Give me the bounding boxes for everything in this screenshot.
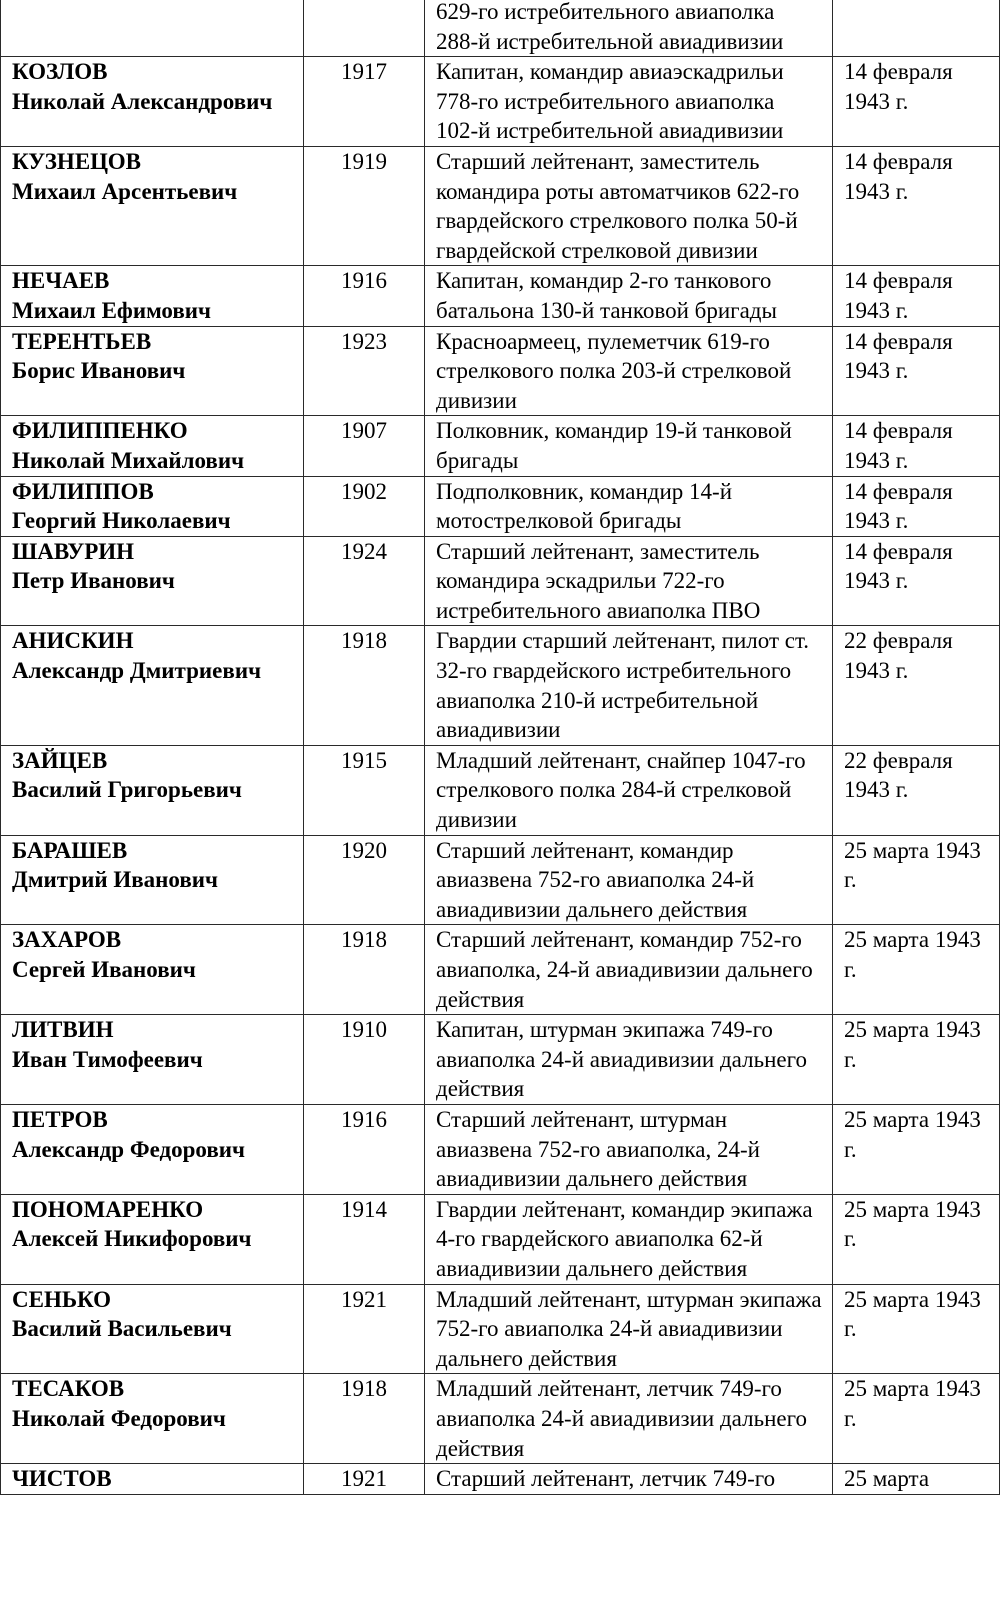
table-row <box>1 1284 1000 1374</box>
rank-position-text: 629-го истребительного авиаполка 288-й истребительной авиадивизии <box>436 0 784 54</box>
rank-position-text: Красноармеец, пулеметчик 619-го стрелкового полка 203-й стрелковой дивизии <box>436 328 792 413</box>
award-date-cell: 25 марта 1943 г. <box>833 1015 1000 1105</box>
given-names: Дмитрий Иванович <box>12 867 219 893</box>
award-date-cell: 25 марта 1943 г. <box>833 835 1000 925</box>
name-cell <box>1 1374 304 1464</box>
birth-year-cell: 1915 <box>304 745 425 835</box>
name-cell <box>1 536 304 626</box>
table-row <box>1 1464 1000 1495</box>
rank-position-text: Капитан, штурман экипажа 749-го авиаполка 24-й авиадивизии дальнего действия <box>436 1017 807 1102</box>
name-cell <box>1 476 304 536</box>
award-date-cell: 14 февраля 1943 г. <box>833 57 1000 147</box>
table-row <box>1 536 1000 626</box>
surname: КУЗНЕЦОВ <box>12 148 141 174</box>
given-names: Александр Федорович <box>12 1136 245 1162</box>
rank-position-cell <box>425 1194 833 1284</box>
table-row <box>1 476 1000 536</box>
rank-position-text: Младший лейтенант, снайпер 1047-го стрелкового полка 284-й стрелковой дивизии <box>436 747 806 833</box>
table-row <box>1 1104 1000 1194</box>
birth-year-cell: 1920 <box>304 835 425 925</box>
table-row <box>1 326 1000 416</box>
birth-year-cell: 1916 <box>304 266 425 326</box>
given-names: Василий Григорьевич <box>12 777 242 803</box>
given-names: Николай Александрович <box>12 88 273 114</box>
table-row <box>1 1194 1000 1284</box>
rank-position-text: Гвардии лейтенант, командир экипажа 4-го гвардейского авиаполка 62-й авиадивизии дальнего действия <box>436 1196 813 1281</box>
birth-year-cell: 1924 <box>304 536 425 626</box>
name-cell <box>1 0 304 57</box>
name-cell <box>1 745 304 835</box>
rank-position-text: Гвардии старший лейтенант, пилот ст. 32-го гвардейского истребительного авиаполка 210-й истребительной авиадивизии <box>436 628 810 743</box>
name-cell <box>1 835 304 925</box>
table-row <box>1 835 1000 925</box>
surname: ЛИТВИН <box>12 1017 114 1043</box>
award-date-cell: 25 марта 1943 г. <box>833 1194 1000 1284</box>
surname: БАРАШЕВ <box>12 837 128 863</box>
given-names: Алексей Никифорович <box>12 1226 252 1252</box>
birth-year-cell: 1916 <box>304 1104 425 1194</box>
table-row <box>1 57 1000 147</box>
rank-position-text: Старший лейтенант, летчик 749-го <box>436 1466 776 1492</box>
rank-position-text: Младший лейтенант, штурман экипажа 752-го авиаполка 24-й авиадивизии дальнего действия <box>436 1286 822 1371</box>
birth-year-cell: 1914 <box>304 1194 425 1284</box>
rank-position-cell <box>425 0 833 57</box>
birth-year-cell: 1923 <box>304 326 425 416</box>
name-cell <box>1 266 304 326</box>
surname: СЕНЬКО <box>12 1286 112 1312</box>
rank-position-cell <box>425 1464 833 1495</box>
rank-position-cell <box>425 416 833 476</box>
award-date-cell: 25 марта <box>833 1464 1000 1495</box>
rank-position-text: Старший лейтенант, командир 752-го авиаполка, 24-й авиадивизии дальнего действия <box>436 927 813 1012</box>
rank-position-cell <box>425 536 833 626</box>
award-date-cell: 22 февраля 1943 г. <box>833 626 1000 745</box>
name-cell <box>1 416 304 476</box>
surname: ТЕРЕНТЬЕВ <box>12 328 152 354</box>
name-cell <box>1 57 304 147</box>
rank-position-cell <box>425 1104 833 1194</box>
surname: ПОНОМАРЕНКО <box>12 1196 204 1222</box>
birth-year-cell: 1919 <box>304 146 425 265</box>
given-names: Николай Федорович <box>12 1405 226 1431</box>
given-names: Петр Иванович <box>12 568 175 594</box>
table-row <box>1 626 1000 745</box>
given-names: Сергей Иванович <box>12 957 196 982</box>
surname: ЗАЙЦЕВ <box>12 747 108 773</box>
rank-position-cell <box>425 1284 833 1374</box>
table-row <box>1 1015 1000 1105</box>
rank-position-cell <box>425 266 833 326</box>
name-cell <box>1 626 304 745</box>
name-cell <box>1 1464 304 1495</box>
birth-year-cell: 1918 <box>304 626 425 745</box>
rank-position-cell <box>425 835 833 925</box>
rank-position-text: Полковник, командир 19-й танковой бригады <box>436 418 792 473</box>
rank-position-text: Капитан, командир 2-го танкового батальона 130-й танковой бригады <box>436 268 777 323</box>
birth-year-cell: 1918 <box>304 925 425 1015</box>
rank-position-cell <box>425 1015 833 1105</box>
awards-table-body <box>1 0 1000 1494</box>
award-date-cell: 25 марта 1943 г. <box>833 1104 1000 1194</box>
surname: ТЕСАКОВ <box>12 1376 125 1402</box>
birth-year-cell: 1921 <box>304 1464 425 1495</box>
award-date-cell: 14 февраля 1943 г. <box>833 266 1000 326</box>
table-row <box>1 416 1000 476</box>
rank-position-text: Старший лейтенант, заместитель командира роты автоматчиков 622-го гвардейского стрелкового полка 50-й гвардейской стрелковой дивизии <box>436 148 800 263</box>
birth-year-cell: 1917 <box>304 57 425 147</box>
rank-position-text: Старший лейтенант, командир авиазвена 752-го авиаполка 24-й авиадивизии дальнего действия <box>436 837 755 922</box>
award-date-cell: 14 февраля 1943 г. <box>833 536 1000 626</box>
rank-position-cell <box>425 745 833 835</box>
name-cell <box>1 1015 304 1105</box>
award-date-cell: 25 марта 1943 г. <box>833 1374 1000 1464</box>
given-names: Георгий Николаевич <box>12 508 231 534</box>
surname: ЗАХАРОВ <box>12 927 122 953</box>
name-cell <box>1 1104 304 1194</box>
rank-position-cell <box>425 1374 833 1464</box>
birth-year-cell: 1910 <box>304 1015 425 1105</box>
name-cell <box>1 1284 304 1374</box>
name-cell <box>1 1194 304 1284</box>
birth-year-cell: 1921 <box>304 1284 425 1374</box>
award-date-cell: 14 февраля 1943 г. <box>833 146 1000 265</box>
birth-year-cell: 1902 <box>304 476 425 536</box>
surname: ФИЛИППЕНКО <box>12 418 188 444</box>
rank-position-cell <box>425 146 833 265</box>
rank-position-text: Старший лейтенант, заместитель командира эскадрильи 722-го истребительного авиаполка ПВО <box>436 538 761 623</box>
table-row <box>1 1374 1000 1464</box>
surname: ЧИСТОВ <box>12 1466 112 1492</box>
award-date-cell: 25 марта 1943 г. <box>833 925 1000 1015</box>
given-names: Николай Михайлович <box>12 447 245 473</box>
birth-year-cell: 1907 <box>304 416 425 476</box>
given-names: Михаил Арсентьевич <box>12 178 238 204</box>
table-row <box>1 925 1000 1015</box>
award-date-cell: 14 февраля 1943 г. <box>833 326 1000 416</box>
table-row <box>1 146 1000 265</box>
given-names: Василий Васильевич <box>12 1316 232 1342</box>
rank-position-text: Капитан, командир авиаэскадрильи 778-го истребительного авиаполка 102-й истребительной авиадивизии <box>436 59 784 144</box>
rank-position-text: Подполковник, командир 14-й мотострелковой бригады <box>436 478 733 534</box>
award-date-cell: 25 марта 1943 г. <box>833 1284 1000 1374</box>
given-names: Михаил Ефимович <box>12 297 212 323</box>
given-names: Александр Дмитриевич <box>12 658 262 684</box>
surname: НЕЧАЕВ <box>12 268 110 294</box>
rank-position-text: Старший лейтенант, штурман авиазвена 752-го авиаполка, 24-й авиадивизии дальнего действия <box>436 1106 760 1192</box>
surname: ФИЛИППОВ <box>12 478 154 504</box>
birth-year-cell: 1918 <box>304 1374 425 1464</box>
rank-position-cell <box>425 476 833 536</box>
rank-position-cell <box>425 925 833 1015</box>
given-names: Борис Иванович <box>12 358 186 384</box>
surname: АНИСКИН <box>12 628 134 654</box>
birth-year-cell <box>304 0 425 57</box>
table-row <box>1 745 1000 835</box>
surname: КОЗЛОВ <box>12 59 108 85</box>
award-date-cell: 14 февраля 1943 г. <box>833 416 1000 476</box>
award-date-cell: 22 февраля 1943 г. <box>833 745 1000 835</box>
rank-position-cell <box>425 57 833 147</box>
award-date-cell: 14 февраля 1943 г. <box>833 476 1000 536</box>
surname: ПЕТРОВ <box>12 1106 108 1132</box>
rank-position-cell <box>425 326 833 416</box>
given-names: Иван Тимофеевич <box>12 1046 203 1072</box>
name-cell <box>1 326 304 416</box>
surname: ШАВУРИН <box>12 538 135 564</box>
rank-position-cell <box>425 626 833 745</box>
table-row <box>1 0 1000 57</box>
award-date-cell <box>833 0 1000 57</box>
name-cell <box>1 146 304 265</box>
rank-position-text: Младший лейтенант, летчик 749-го авиаполка 24-й авиадивизии дальнего действия <box>436 1376 807 1461</box>
table-row <box>1 266 1000 326</box>
name-cell <box>1 925 304 1015</box>
